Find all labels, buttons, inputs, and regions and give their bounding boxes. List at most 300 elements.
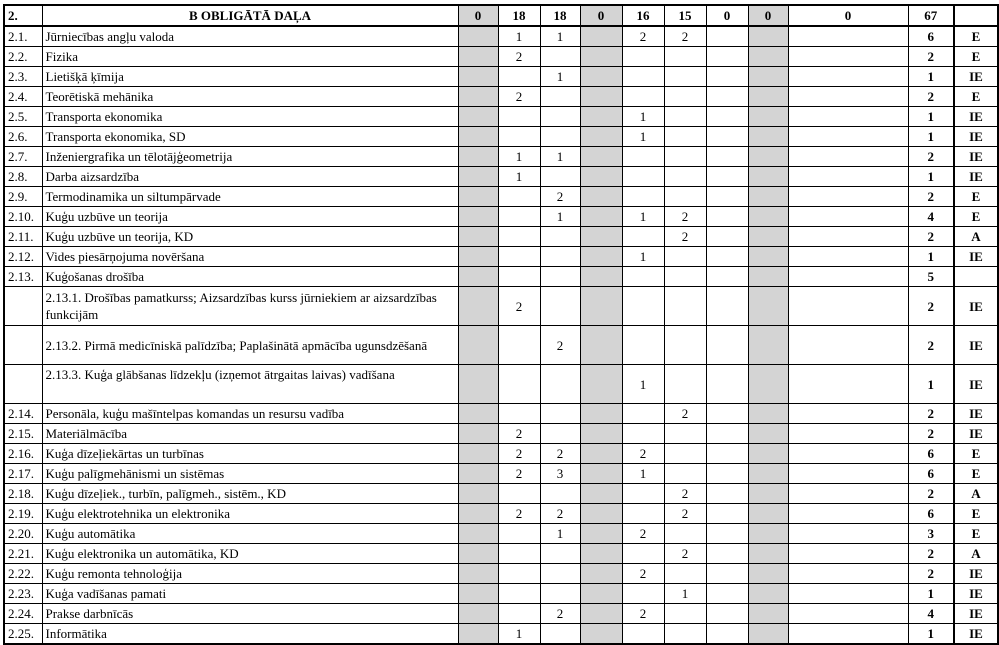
semester-credit (540, 127, 580, 147)
course-name: Vides piesārņojuma novēršana (42, 247, 458, 267)
table-row (4, 26, 998, 47)
semester-credit: 1 (622, 365, 664, 404)
total-credits: 2 (908, 227, 954, 247)
table-row (4, 287, 998, 326)
semester-credit (580, 464, 622, 484)
total-credits: 4 (908, 604, 954, 624)
semester-credit (664, 464, 706, 484)
semester-credit (498, 604, 540, 624)
exam-type: E (954, 207, 998, 227)
semester-credit (788, 424, 908, 444)
exam-type: A (954, 227, 998, 247)
semester-credit (664, 147, 706, 167)
semester-credit (788, 624, 908, 645)
semester-credit (622, 624, 664, 645)
exam-type: E (954, 444, 998, 464)
table-row (4, 107, 998, 127)
semester-credit (788, 604, 908, 624)
semester-credit (788, 524, 908, 544)
semester-credit (580, 326, 622, 365)
semester-credit: 2 (622, 444, 664, 464)
semester-credit (706, 147, 748, 167)
semester-credit (706, 247, 748, 267)
course-name: Kuģa vadīšanas pamati (42, 584, 458, 604)
semester-credit (580, 67, 622, 87)
semester-credit: 1 (622, 464, 664, 484)
semester-credit (458, 267, 498, 287)
semester-credit (622, 544, 664, 564)
semester-credit (748, 147, 788, 167)
exam-type: E (954, 464, 998, 484)
row-number: 2.3. (4, 67, 42, 87)
semester-credit (458, 604, 498, 624)
course-name: 2.13.3. Kuģa glābšanas līdzekļu (izņemot ātrgaitas laivas) vadīšana (42, 365, 458, 404)
exam-type: E (954, 524, 998, 544)
semester-credit: 2 (540, 326, 580, 365)
semester-credit (540, 584, 580, 604)
semester-credit (706, 365, 748, 404)
row-number: 2.8. (4, 167, 42, 187)
semester-credit (580, 267, 622, 287)
semester-credit (788, 326, 908, 365)
course-name: Transporta ekonomika (42, 107, 458, 127)
course-name: Kuģa dīzeļiekārtas un turbīnas (42, 444, 458, 464)
semester-credit (540, 287, 580, 326)
semester-credit (458, 484, 498, 504)
semester-credit: 1 (540, 207, 580, 227)
semester-credit (540, 167, 580, 187)
semester-credit (622, 326, 664, 365)
row-number (4, 287, 42, 326)
semester-credit: 1 (498, 624, 540, 645)
row-number: 2.20. (4, 524, 42, 544)
semester-credit (788, 464, 908, 484)
semester-credit (580, 524, 622, 544)
semester-credit (788, 584, 908, 604)
row-number: 2.12. (4, 247, 42, 267)
semester-credit (664, 564, 706, 584)
table-body (4, 5, 998, 644)
semester-credit (706, 227, 748, 247)
semester-credit: 1 (498, 167, 540, 187)
semester-credit (580, 424, 622, 444)
exam-type: E (954, 187, 998, 207)
semester-credit (540, 484, 580, 504)
semester-credit (458, 444, 498, 464)
semester-credit (664, 47, 706, 67)
semester-credit (458, 227, 498, 247)
semester-credit (706, 167, 748, 187)
exam-type: IE (954, 564, 998, 584)
row-number (4, 326, 42, 365)
table-row (4, 247, 998, 267)
semester-credit (622, 227, 664, 247)
semester-credit (580, 26, 622, 47)
semester-credit (498, 564, 540, 584)
semester-credit (748, 167, 788, 187)
semester-credit: 1 (540, 147, 580, 167)
total-credits: 2 (908, 404, 954, 424)
section-number: 2. (4, 5, 42, 26)
semester-credit: 2 (540, 504, 580, 524)
semester-header: 0 (748, 5, 788, 26)
semester-credit (706, 107, 748, 127)
semester-credit (458, 87, 498, 107)
semester-credit (664, 424, 706, 444)
semester-credit (580, 564, 622, 584)
semester-credit (622, 67, 664, 87)
total-credits: 1 (908, 247, 954, 267)
semester-credit (788, 147, 908, 167)
semester-credit (458, 247, 498, 267)
semester-credit (458, 127, 498, 147)
semester-credit (706, 87, 748, 107)
semester-credit (664, 187, 706, 207)
semester-credit (498, 544, 540, 564)
semester-credit (706, 187, 748, 207)
semester-credit (540, 227, 580, 247)
exam-type: E (954, 504, 998, 524)
total-header: 67 (908, 5, 954, 26)
row-number: 2.7. (4, 147, 42, 167)
semester-credit (580, 287, 622, 326)
semester-credit (748, 484, 788, 504)
row-number: 2.5. (4, 107, 42, 127)
semester-credit (498, 207, 540, 227)
semester-credit (748, 584, 788, 604)
table-row (4, 167, 998, 187)
semester-credit (664, 247, 706, 267)
semester-credit (664, 326, 706, 365)
row-number: 2.16. (4, 444, 42, 464)
table-row (4, 504, 998, 524)
semester-credit (706, 26, 748, 47)
semester-credit (664, 87, 706, 107)
table-row (4, 187, 998, 207)
semester-credit (748, 424, 788, 444)
semester-credit (458, 67, 498, 87)
exam-type: IE (954, 147, 998, 167)
semester-credit: 1 (540, 26, 580, 47)
course-name: Informātika (42, 624, 458, 645)
table-row (4, 207, 998, 227)
semester-credit (458, 504, 498, 524)
table-row (4, 227, 998, 247)
exam-type: A (954, 544, 998, 564)
semester-credit (664, 267, 706, 287)
semester-credit (748, 227, 788, 247)
semester-credit (622, 87, 664, 107)
semester-credit (540, 544, 580, 564)
table-row (4, 484, 998, 504)
course-name: Fizika (42, 47, 458, 67)
semester-credit (664, 365, 706, 404)
semester-credit (706, 524, 748, 544)
row-number: 2.22. (4, 564, 42, 584)
total-credits: 2 (908, 544, 954, 564)
total-credits: 1 (908, 127, 954, 147)
total-credits: 3 (908, 524, 954, 544)
table-row (4, 67, 998, 87)
semester-credit (706, 464, 748, 484)
total-credits: 1 (908, 67, 954, 87)
semester-credit (540, 87, 580, 107)
semester-credit (748, 365, 788, 404)
table-row (4, 424, 998, 444)
total-credits: 2 (908, 424, 954, 444)
semester-credit: 2 (664, 404, 706, 424)
total-credits: 6 (908, 26, 954, 47)
row-number: 2.10. (4, 207, 42, 227)
semester-credit (748, 127, 788, 147)
exam-type: E (954, 26, 998, 47)
semester-credit: 2 (540, 604, 580, 624)
semester-credit (580, 227, 622, 247)
semester-credit (458, 287, 498, 326)
semester-credit (788, 444, 908, 464)
exam-type: E (954, 47, 998, 67)
semester-credit: 2 (664, 26, 706, 47)
semester-credit (498, 107, 540, 127)
semester-credit (622, 424, 664, 444)
semester-credit: 1 (622, 207, 664, 227)
row-number: 2.1. (4, 26, 42, 47)
semester-credit (788, 365, 908, 404)
semester-credit (498, 247, 540, 267)
semester-credit (706, 67, 748, 87)
semester-credit (706, 544, 748, 564)
semester-header: 18 (498, 5, 540, 26)
semester-credit: 1 (498, 147, 540, 167)
semester-credit: 3 (540, 464, 580, 484)
total-credits: 4 (908, 207, 954, 227)
total-credits: 6 (908, 464, 954, 484)
course-name: Inženiergrafika un tēlotājģeometrija (42, 147, 458, 167)
course-name: Kuģu elektrotehnika un elektronika (42, 504, 458, 524)
exam-type: IE (954, 167, 998, 187)
semester-credit (580, 127, 622, 147)
semester-credit: 2 (664, 504, 706, 524)
semester-credit (540, 47, 580, 67)
course-name: Kuģu dīzeļiek., turbīn, palīgmeh., sistēm., KD (42, 484, 458, 504)
semester-credit (580, 167, 622, 187)
semester-credit (748, 544, 788, 564)
semester-credit (540, 404, 580, 424)
semester-credit (664, 604, 706, 624)
semester-credit (540, 107, 580, 127)
semester-credit (788, 67, 908, 87)
exam-type: IE (954, 424, 998, 444)
semester-credit (580, 147, 622, 167)
semester-credit (788, 87, 908, 107)
course-name: Darba aizsardzība (42, 167, 458, 187)
row-number: 2.15. (4, 424, 42, 444)
course-name: Kuģu elektronika un automātika, KD (42, 544, 458, 564)
exam-type: IE (954, 127, 998, 147)
semester-credit (622, 187, 664, 207)
semester-credit (748, 187, 788, 207)
semester-credit (706, 624, 748, 645)
table-row (4, 47, 998, 67)
semester-credit (748, 326, 788, 365)
exam-type: IE (954, 584, 998, 604)
semester-credit: 2 (540, 187, 580, 207)
semester-credit (580, 584, 622, 604)
semester-credit (706, 207, 748, 227)
semester-credit (458, 544, 498, 564)
semester-credit (664, 444, 706, 464)
semester-credit (706, 584, 748, 604)
semester-credit (580, 365, 622, 404)
semester-credit (580, 544, 622, 564)
course-name: Materiālmācība (42, 424, 458, 444)
row-number: 2.18. (4, 484, 42, 504)
semester-credit (706, 127, 748, 147)
semester-credit (788, 187, 908, 207)
semester-credit (580, 504, 622, 524)
exam-type: A (954, 484, 998, 504)
row-number: 2.4. (4, 87, 42, 107)
semester-credit (458, 464, 498, 484)
semester-header: 16 (622, 5, 664, 26)
semester-credit (706, 564, 748, 584)
semester-credit: 2 (664, 484, 706, 504)
exam-type: IE (954, 67, 998, 87)
course-name: Prakse darbnīcās (42, 604, 458, 624)
semester-credit (458, 424, 498, 444)
total-credits: 5 (908, 267, 954, 287)
semester-credit (540, 564, 580, 584)
semester-credit (498, 127, 540, 147)
semester-credit (788, 564, 908, 584)
semester-credit (458, 564, 498, 584)
exam-type: IE (954, 365, 998, 404)
semester-credit: 2 (622, 26, 664, 47)
semester-credit (788, 404, 908, 424)
course-name: Personāla, kuģu mašīntelpas komandas un resursu vadība (42, 404, 458, 424)
section-header-row (4, 5, 998, 26)
semester-credit (498, 326, 540, 365)
table-row (4, 87, 998, 107)
semester-credit: 2 (664, 207, 706, 227)
table-row (4, 127, 998, 147)
course-name: Lietišķā ķīmija (42, 67, 458, 87)
semester-credit (788, 47, 908, 67)
semester-credit (540, 424, 580, 444)
semester-credit (788, 127, 908, 147)
total-credits: 1 (908, 365, 954, 404)
semester-credit (706, 424, 748, 444)
course-name: Kuģu palīgmehānismi un sistēmas (42, 464, 458, 484)
semester-credit: 2 (498, 464, 540, 484)
semester-credit (706, 404, 748, 424)
semester-credit (788, 207, 908, 227)
semester-credit: 1 (622, 247, 664, 267)
row-number: 2.25. (4, 624, 42, 645)
semester-credit (788, 247, 908, 267)
semester-credit (458, 365, 498, 404)
semester-credit (622, 47, 664, 67)
semester-credit (788, 26, 908, 47)
semester-credit: 2 (622, 604, 664, 624)
course-name: Transporta ekonomika, SD (42, 127, 458, 147)
exam-header (954, 5, 998, 26)
semester-credit (664, 624, 706, 645)
table-row (4, 404, 998, 424)
section-title: B OBLIGĀTĀ DAĻA (42, 5, 458, 26)
semester-credit: 2 (622, 564, 664, 584)
table-row (4, 147, 998, 167)
semester-credit (664, 167, 706, 187)
semester-credit (748, 464, 788, 484)
row-number: 2.9. (4, 187, 42, 207)
exam-type: IE (954, 107, 998, 127)
semester-header: 0 (788, 5, 908, 26)
table-row (4, 464, 998, 484)
row-number: 2.14. (4, 404, 42, 424)
semester-credit (498, 67, 540, 87)
total-credits: 6 (908, 504, 954, 524)
semester-credit (498, 365, 540, 404)
exam-type: IE (954, 404, 998, 424)
semester-credit: 2 (664, 544, 706, 564)
semester-credit (706, 47, 748, 67)
semester-credit (458, 167, 498, 187)
semester-credit: 2 (498, 444, 540, 464)
semester-credit (788, 504, 908, 524)
total-credits: 1 (908, 107, 954, 127)
total-credits: 1 (908, 167, 954, 187)
table-row (4, 524, 998, 544)
semester-credit (748, 564, 788, 584)
semester-credit (540, 365, 580, 404)
semester-credit (664, 287, 706, 326)
semester-credit (622, 167, 664, 187)
semester-credit (498, 524, 540, 544)
semester-credit (540, 624, 580, 645)
semester-credit: 2 (498, 87, 540, 107)
semester-credit (580, 47, 622, 67)
semester-credit: 1 (540, 524, 580, 544)
semester-credit (622, 404, 664, 424)
semester-credit: 2 (622, 524, 664, 544)
semester-credit: 2 (540, 444, 580, 464)
exam-type: IE (954, 326, 998, 365)
semester-credit (706, 326, 748, 365)
exam-type: IE (954, 624, 998, 645)
semester-credit (458, 47, 498, 67)
semester-credit (622, 484, 664, 504)
semester-credit (748, 107, 788, 127)
semester-credit: 2 (498, 504, 540, 524)
semester-credit (788, 544, 908, 564)
semester-credit (788, 484, 908, 504)
semester-credit (664, 107, 706, 127)
row-number: 2.23. (4, 584, 42, 604)
semester-credit: 1 (540, 67, 580, 87)
semester-credit (748, 624, 788, 645)
semester-credit (748, 267, 788, 287)
total-credits: 6 (908, 444, 954, 464)
table-row (4, 604, 998, 624)
semester-credit (748, 444, 788, 464)
semester-credit (580, 484, 622, 504)
total-credits: 2 (908, 187, 954, 207)
semester-credit (748, 247, 788, 267)
semester-credit (458, 207, 498, 227)
semester-credit (706, 444, 748, 464)
semester-credit: 2 (498, 287, 540, 326)
